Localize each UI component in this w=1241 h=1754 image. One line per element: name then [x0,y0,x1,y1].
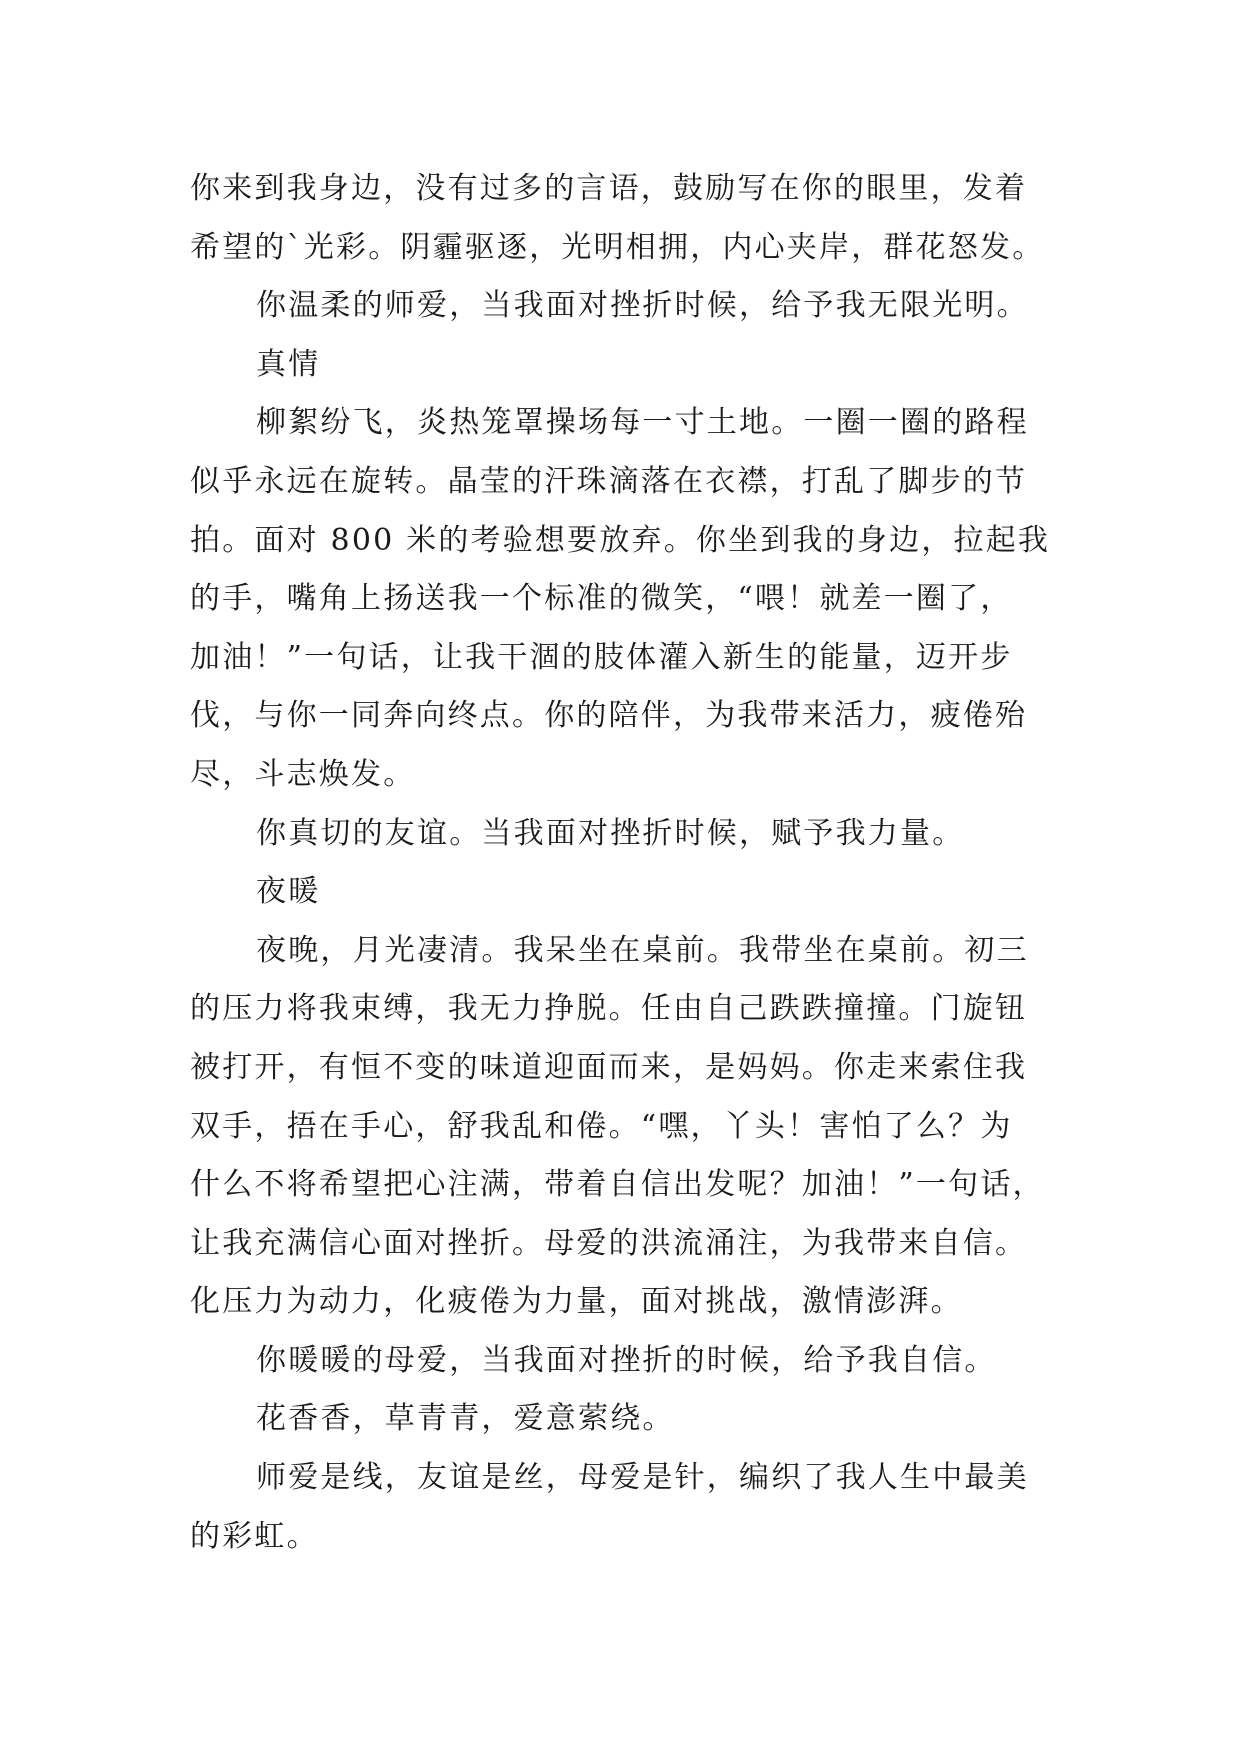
text-line-17: 双手，捂在手心，舒我乱和倦。“嘿，丫头！害怕了么？为 [190,1108,1013,1144]
text-line-24: 的彩虹。 [190,1518,319,1554]
document-body [190,160,1090,1566]
text-line-3: 你温柔的师爱，当我面对挫折时候，给予我无限光明。 [256,288,1029,324]
text-line-1: 你来到我身边，没有过多的言语，鼓励写在你的眼里，发着 [190,171,1028,206]
text-line-4: 真情 [256,346,321,382]
text-line-14: 夜晚，月光凄清。我呆坐在桌前。我带坐在桌前。初三 [256,932,1029,968]
text-line-12: 你真切的友谊。当我面对挫折时候，赋予我力量。 [256,815,965,851]
text-line-11: 尽，斗志焕发。 [190,756,416,792]
text-line-6: 似乎永远在旋转。晶莹的汗珠滴落在衣襟，打乱了脚步的节 [190,463,1028,499]
text-line-7: 拍。面对 800 米的考验想要放弃。你坐到我的身边，拉起我 [190,522,1051,558]
text-line-23: 师爱是线，友谊是丝，母爱是针，编织了我人生中最美 [256,1460,1029,1496]
text-line-5: 柳絮纷飞，炎热笼罩操场每一寸土地。一圈一圈的路程 [256,405,1029,441]
text-line-16: 被打开，有恒不变的味道迎面而来，是妈妈。你走来索住我 [190,1049,1028,1085]
text-line-15: 的压力将我束缚，我无力挣脱。任由自己跌跌撞撞。门旋钮 [190,991,1028,1027]
text-line-22: 花香香，草青青，爱意萦绕。 [256,1401,675,1437]
text-line-21: 你暖暖的母爱，当我面对挫折的时候，给予我自信。 [256,1342,997,1378]
text-line-9: 加油！”一句话，让我干涸的肢体灌入新生的能量，迈开步 [190,639,1013,675]
text-line-2: 希望的`光彩。阴霾驱逐，光明相拥，内心夹岸，群花怒发。 [190,229,1045,265]
text-line-13: 夜暖 [256,874,321,910]
text-line-20: 化压力为动力，化疲倦为力量，面对挑战，激情澎湃。 [190,1284,963,1320]
text-line-18: 什么不将希望把心注满，带着自信出发呢？加油！”一句话， [190,1167,1045,1203]
text-line-8: 的手，嘴角上扬送我一个标准的微笑，“喂！就差一圈了， [190,581,1013,617]
text-line-19: 让我充满信心面对挫折。母爱的洪流涌注，为我带来自信。 [190,1225,1028,1261]
text-line-10: 伐，与你一同奔向终点。你的陪伴，为我带来活力，疲倦殆 [190,698,1028,734]
